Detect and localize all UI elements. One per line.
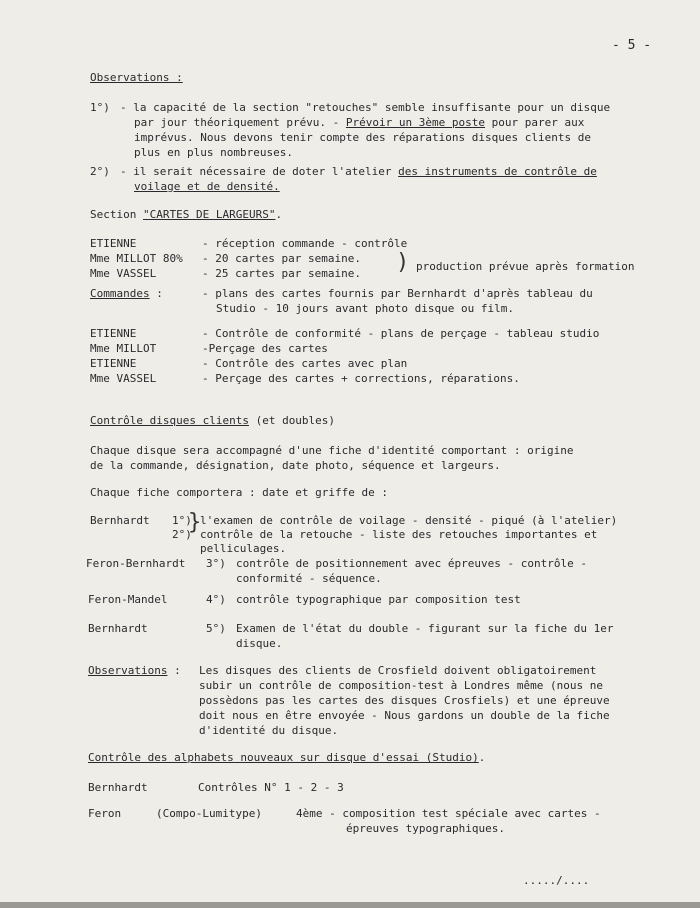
observations2-line: Les disques des clients de Crosfield doivent obligatoirement [199,664,597,677]
control-line: pelliculages. [200,542,287,555]
control-line: disque. [236,637,283,650]
commandes-line: Studio - 10 jours avant photo disque ou film. [216,302,515,315]
section-cartes-heading [90,207,282,222]
observations-heading: Observations : [90,71,183,84]
control-num: 5°) [206,622,226,635]
observations2-line: d'identité du disque. [199,724,339,737]
continuation-mark: ...../.... [523,874,590,887]
alphabets-name: Bernhardt [88,781,148,794]
obs1-item1-line: plus en plus nombreuses. [134,146,293,159]
obs1-item1-line [134,115,584,130]
obs1-item2-line: voilage et de densité. [134,180,280,193]
control-line: l'examen de contrôle de voilage - densité - piqué (à l'atelier) [200,514,618,527]
obs1-item2-num: 2°) [90,165,110,178]
alphabets-suffix: . [478,751,486,764]
alphabets-name: Feron [88,807,122,820]
obs1-item1-num: 1°) [90,101,110,114]
obs1-item2-text: - il serait nécessaire de doter l'atelier [120,165,399,178]
staff-name: Mme MILLOT 80% [90,252,183,265]
obs1-item2-line [120,164,597,179]
staff-name: Mme VASSEL [90,267,157,280]
page-number: - 5 - [612,38,652,53]
commandes-label: Commandes [90,287,150,300]
commandes-colon: : [149,287,163,300]
clients-paragraph: Chaque disque sera accompagné d'une fiche d'identité comportant : origine [90,444,574,457]
control-num: 1°) [172,514,192,527]
obs1-item1-text: pour parer aux [485,116,585,129]
clients-paragraph: de la commande, désignation, date photo, séquence et largeurs. [90,459,501,472]
obs1-item2-emphasis: des instruments de contrôle de [398,165,597,178]
task-name: ETIENNE [90,357,137,370]
control-name: Bernhardt [90,514,150,527]
task-name: Mme VASSEL [90,372,157,385]
observations2-line: subir un contrôle de composition-test à Londres même (nous ne [199,679,603,692]
obs1-item1-line: - la capacité de la section "retouches" semble insuffisante pour un disque [120,101,611,114]
control-line: contrôle typographique par composition test [236,593,521,606]
control-line: contrôle de positionnement avec épreuves - contrôle - [236,557,587,570]
control-line: contrôle de la retouche - liste des retouches importantes et [200,528,598,541]
observations2-label: Observations [88,664,168,677]
brace-mark: } [188,510,202,535]
staff-task: - 25 cartes par semaine. [202,267,361,280]
clients-paragraph: Chaque fiche comportera : date et griffe de : [90,486,389,499]
obs1-item1-emphasis: Prévoir un 3ème poste [345,116,485,129]
observations2-line: possèdons pas les cartes des disques Crosfiels) et une épreuve [199,694,610,707]
alphabets-text: épreuves typographiques. [346,822,505,835]
control-name: Feron-Mandel [88,593,168,606]
alphabets-text: Contrôles N° 1 - 2 - 3 [198,781,344,794]
controle-clients-suffix: (et doubles) [248,414,336,427]
control-name: Feron-Bernhardt [86,557,186,570]
control-line: Examen de l'état du double - figurant sur la fiche du 1er [236,622,614,635]
alphabets-title: Contrôle des alphabets nouveaux sur disque d'essai (Studio) [88,751,479,764]
alphabets-text: 4ème - composition test spéciale avec cartes - [296,807,601,820]
staff-name: ETIENNE [90,237,137,250]
task-desc: - Contrôle de conformité - plans de perçage - tableau studio [202,327,600,340]
section-title: "CARTES DE LARGEURS" [142,208,276,221]
task-name: Mme MILLOT [90,342,157,355]
section-label: Section [90,208,143,221]
controle-clients-heading [90,413,335,428]
task-desc: - Perçage des cartes + corrections, réparations. [202,372,520,385]
control-num: 2°) [172,528,192,541]
control-num: 3°) [206,557,226,570]
brace-mark: ) [396,250,410,275]
commandes-line: - plans des cartes fournis par Bernhardt d'après tableau du [202,287,593,300]
production-note: production prévue après formation [416,260,635,273]
observations2-colon: : [167,664,181,677]
observations2-label-line [88,663,181,678]
obs1-item1-text: par jour théoriquement prévu. - [134,116,346,129]
observations2-line: doit nous en être envoyée - Nous gardons un double de la fiche [199,709,610,722]
staff-task: - réception commande - contrôle [202,237,408,250]
control-name: Bernhardt [88,622,148,635]
alphabets-heading [88,750,485,765]
control-line: conformité - séquence. [236,572,382,585]
control-num: 4°) [206,593,226,606]
task-desc: -Perçage des cartes [202,342,328,355]
controle-clients-title: Contrôle disques clients [90,414,249,427]
commandes-label-line [90,286,163,301]
task-desc: - Contrôle des cartes avec plan [202,357,408,370]
staff-task: - 20 cartes par semaine. [202,252,361,265]
section-dot: . [275,208,283,221]
task-name: ETIENNE [90,327,137,340]
obs1-item1-line: imprévus. Nous devons tenir compte des réparations disques clients de [134,131,591,144]
alphabets-paren: (Compo-Lumitype) [156,807,262,820]
